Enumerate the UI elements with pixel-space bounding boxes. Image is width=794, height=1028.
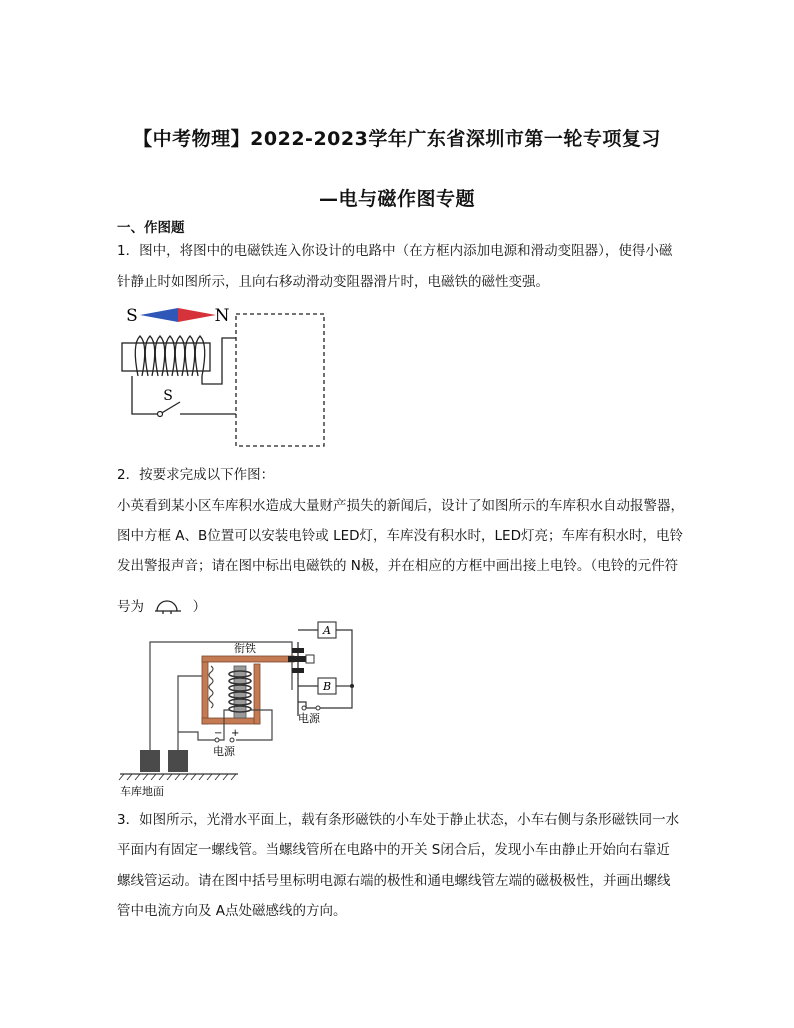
switch-pivot: [158, 412, 163, 417]
section-heading: 一、作图题: [117, 220, 185, 236]
relay-frame-left: [202, 658, 208, 724]
q3-text-line-1: 3．如图所示，光滑水平面上，载有条形磁铁的小车处于静止状态，小车右侧与条形磁铁同一水: [117, 812, 680, 828]
water-probe-left: [140, 750, 160, 772]
q1-text-line-2: 针静止时如图所示，且向右移动滑动变阻器滑片时，电磁铁的磁性变强。: [117, 274, 549, 290]
probe-return-wire: [178, 732, 212, 740]
needle-n-label: N: [214, 306, 230, 326]
coil-winding: [135, 336, 205, 376]
power1-label: 电源: [213, 745, 235, 758]
electromagnet-coil: [229, 671, 251, 712]
q1-electromagnet-figure: [118, 298, 330, 450]
garage-floor-label: 车库地面: [120, 785, 164, 798]
needle-s-label: S: [126, 306, 138, 326]
title-line-2: —电与磁作图专题: [318, 188, 475, 210]
q2-text-line-4: 发出警报声音；请在图中标出电磁铁的 N极，并在相应的方框中画出接上电铃。（电铃的元件符: [117, 558, 679, 574]
armature: [202, 656, 294, 662]
q3-text-line-3: 螺线管运动。请在图中括号里标明电源右端的极性和通电螺线管左端的磁极极性，并画出螺线: [117, 873, 671, 889]
q2-text-line-2: 小英看到某小区车库积水造成大量财产损失的新闻后，设计了如图所示的车库积水自动报警器，: [117, 498, 684, 514]
q3-text-line-2: 平面内有固定一螺线管。当螺线管所在电路中的开关 S闭合后，发现小车由静止开始向右靠近: [117, 842, 670, 858]
q2-text-line-5a: 号为: [117, 599, 144, 615]
dashed-answer-box: [236, 314, 324, 446]
switch-label: S: [163, 388, 173, 404]
q3-text-line-4: 管中电流方向及 A点处磁感线的方向。: [117, 903, 347, 919]
garage-floor-hatch: [119, 774, 236, 780]
upper-contact: [292, 648, 304, 653]
compass-needle-north: [178, 308, 216, 322]
q2-text-line-5b: ）: [192, 599, 207, 615]
relay-frame-bottom: [202, 718, 260, 724]
armature-tip: [306, 655, 314, 663]
power2-terminal-left: [302, 706, 306, 710]
lower-contact: [292, 668, 304, 673]
wire-right-top: [202, 338, 236, 384]
power1-plus-sign: +: [231, 728, 240, 739]
q1-text-line-1: 1．图中，将图中的电磁铁连入你设计的电路中（在方框内添加电源和滑动变阻器），使得小磁: [117, 243, 673, 259]
armature-label: 衔铁: [234, 642, 256, 655]
power1-minus-sign: −: [214, 728, 223, 739]
title-line-1: 【中考物理】2022-2023学年广东省深圳市第一轮专项复习: [133, 128, 661, 150]
relay-frame-right: [254, 664, 260, 724]
water-probe-right: [168, 750, 188, 772]
wire-a-right: [336, 630, 352, 686]
box-b-label: B: [322, 680, 332, 693]
relay-spring: [209, 666, 213, 708]
wire-left: [132, 376, 158, 414]
q2-text-line-1: 2．按要求完成以下作图：: [117, 467, 275, 483]
power2-terminal-right: [316, 706, 320, 710]
power2-label: 电源: [298, 712, 320, 725]
q2-alarm-figure: [114, 612, 374, 802]
q2-text-line-3: 图中方框 A、B位置可以安装电铃或 LED灯，车库没有积水时，LED灯亮；车库有积水时，电铃: [117, 528, 683, 544]
compass-needle-south: [140, 308, 178, 322]
armature-contact: [288, 656, 306, 662]
box-a-label: A: [323, 624, 331, 637]
